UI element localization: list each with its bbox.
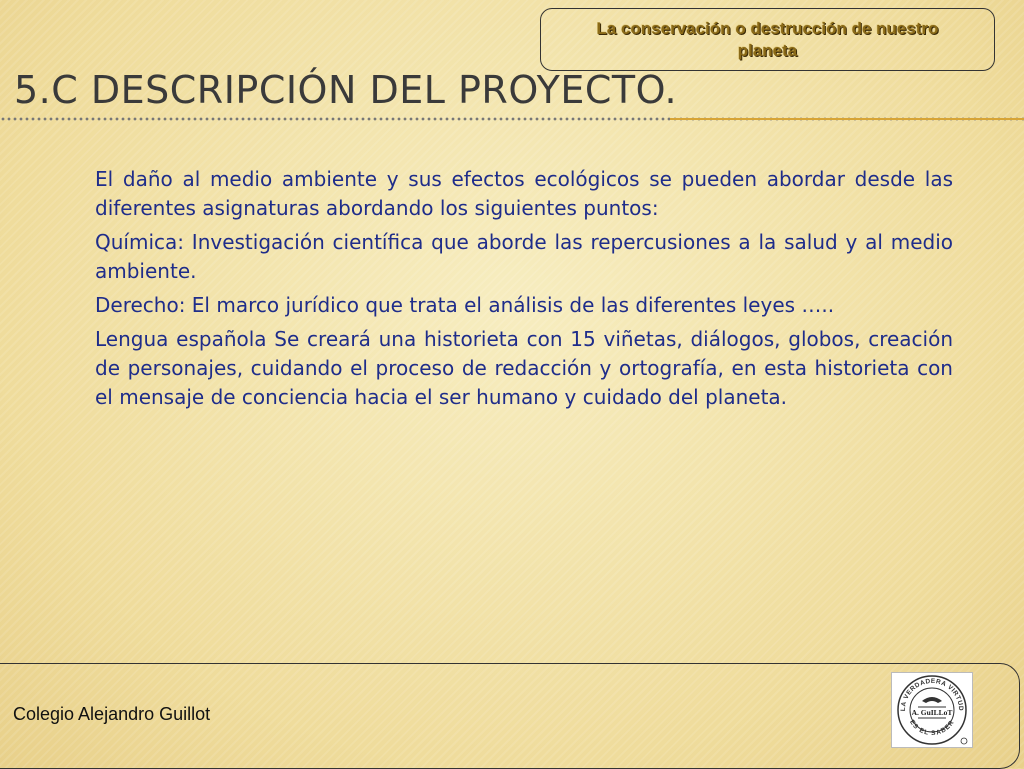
logo-center-text: A. GuILLoT	[911, 708, 953, 717]
logo-top-text: LA VERDADERA VIRTUD	[899, 677, 965, 712]
paragraph-lengua: Lengua española Se creará una historieta con 15 viñetas, diálogos, globos, creación de personajes, cuidando el proceso de redacción y ortografía, en esta historieta con el mensaje de conciencia hacia el ser humano y cuidado del planeta.	[95, 327, 953, 409]
slide-title: 5.C DESCRIPCIÓN DEL PROYECTO.	[14, 68, 678, 112]
slide-body	[95, 165, 953, 417]
topic-text: La conservación o destrucción de nuestro planeta	[596, 18, 939, 60]
paragraph-intro: El daño al medio ambiente y sus efectos ecológicos se pueden abordar desde las diferentes asignaturas abordando los siguientes puntos:	[95, 167, 953, 220]
title-divider-accent	[670, 118, 1024, 120]
topic-banner	[540, 8, 995, 71]
school-name: Colegio Alejandro Guillot	[13, 704, 211, 724]
school-logo	[891, 672, 973, 748]
paragraph-quimica: Química: Investigación científica que aborde las repercusiones a la salud y al medio ambiente.	[95, 230, 953, 283]
paragraph-derecho: Derecho: El marco jurídico que trata el análisis de las diferentes leyes …..	[95, 293, 835, 317]
logo-bottom-text: ES EL SABER	[908, 718, 956, 738]
